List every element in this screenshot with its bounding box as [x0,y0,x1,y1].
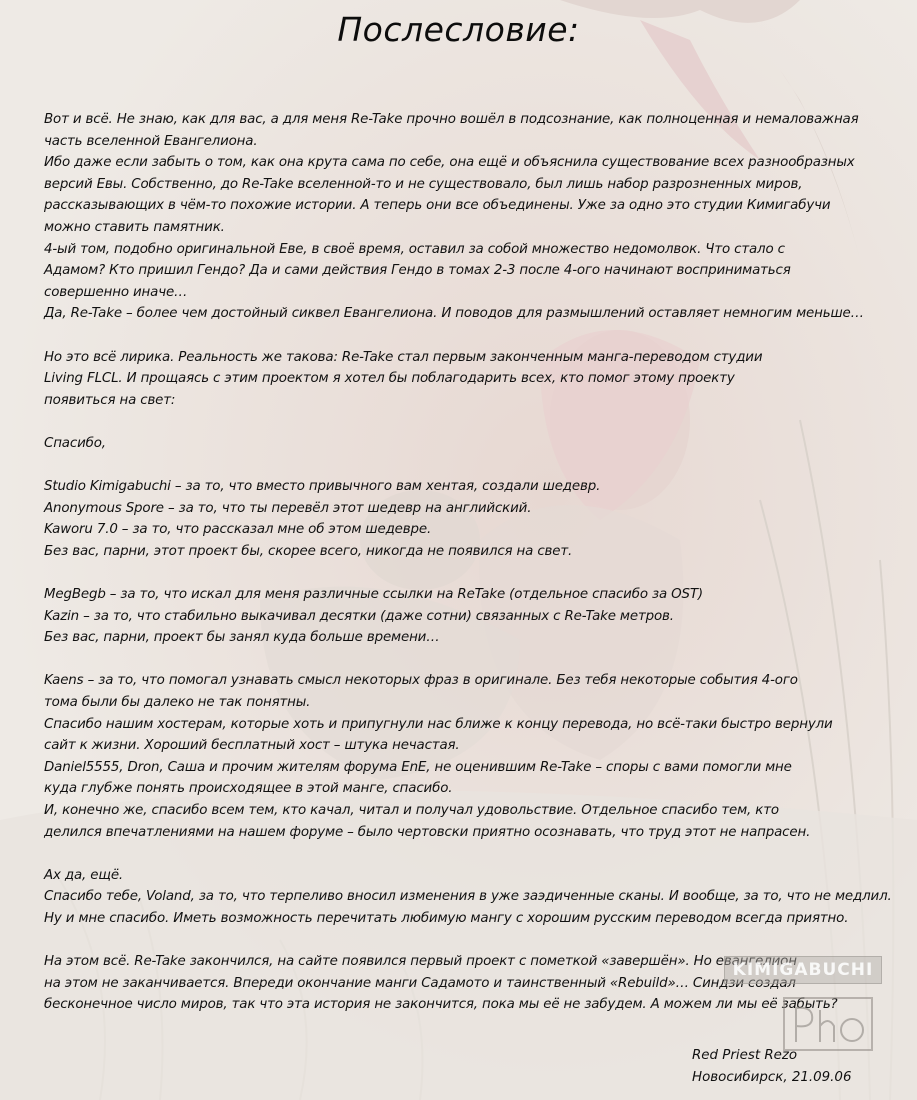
text-line: Ибо даже если забыть о том, как она крута сама по себе, она ещё и объяснила существование всех разнообразных [44,155,855,171]
paragraph-thanks-3 [44,670,894,843]
text-line: Вот и всё. Не знаю, как для вас, а для меня Re-Take прочно вошёл в подсознание, как полноценная и немаловажная [44,112,859,127]
text-line: Спасибо нашим хостерам, которые хоть и припугнули нас ближе к концу перевода, но всё-таки быстро вернули [44,716,833,732]
paragraph-lyrics [44,347,894,412]
text-line: На этом всё. Re-Take закончился, на сайте появился первый проект с пометкой «завершён». Но евангелион [44,954,797,970]
text-line: Адамом? Кто пришил Гендо? Да и сами действия Гендо в томах 2-3 после 4-ого начинают восприниматься [44,263,791,279]
page-title: Послесловие: [337,10,580,49]
text-line: Anonymous Sporе – за то, что ты перевёл этот шедевр на английский. [44,500,532,516]
text-line: И, конечно же, спасибо всем тем, кто качал, читал и получал удовольствие. Отдельное спасибо тем, кто [44,803,779,818]
text-line: Kaens – за то, что помогал узнавать смысл некоторых фраз в оригинале. Без тебя некоторые события 4-ого [44,673,798,689]
text-line: MegBegb – за то, что искал для меня различные ссылки на ReTake (отдельное спасибо за OST) [44,587,703,603]
text-line: часть вселенной Евангелиона. [44,133,258,149]
text-line: Living FLCL. И прощаясь с этим проектом я хотел бы поблагодарить всех, кто помог этому проекту [44,371,735,387]
text-line: совершенно иначе… [44,284,188,300]
text-line: 4-ый том, подобно оригинальной Еве, в своё время, оставил за собой множество недомолвок. Что стало с [44,241,785,257]
afterword-body [44,109,894,1038]
watermark-text: KIMIGABUCHI [724,956,882,984]
text-line: можно ставить памятник. [44,219,225,235]
text-line: бесконечное число миров, так что эта история не закончится, пока мы её не забудем. А можем ли мы её забыть? [44,997,838,1013]
pho-logo-stamp-icon [724,950,880,1060]
text-line: рассказывающих в чём-то похожие истории. А теперь они все объединены. Уже за одно это студии Кимигабучи [44,198,831,214]
text-line: тома были бы далеко не так понятны. [44,695,311,711]
paragraph-thanks-heading [44,433,894,455]
text-line: Ну и мне спасибо. Иметь возможность перечитать любимую мангу с хорошим русским переводом всегда приятно. [44,910,849,926]
text-line: Без вас, парни, проект бы занял куда больше времени… [44,630,440,646]
text-line: куда глубже понять происходящее в этой манге, спасибо. [44,781,453,797]
text-line: Без вас, парни, этот проект бы, скорее всего, никогда не появился на свет. [44,543,573,559]
text-line: Kaworu 7.0 – за то, что рассказал мне об этом шедевре. [44,522,432,538]
text-line: Daniel5555, Dron, Саша и прочим жителям форума EnE, не оценившим Re-Take – споры с вами помогли мне [44,759,792,775]
watermark-stamp [724,950,880,1060]
paragraph-thanks-2 [44,584,894,649]
text-line: Но это всё лирика. Реальность же такова: Re-Take стал первым законченным манга-переводом студии [44,349,763,365]
text-line: появиться на свет: [44,392,176,408]
text-line: Ах да, ещё. [44,867,124,883]
text-line: Спасибо тебе, Voland, за то, что терпеливо вносил изменения в уже заэдиченные сканы. И вообще, за то, что не медлил. [44,889,892,905]
text-line: Спасибо, [44,435,106,451]
signature-place-date: Новосибирск, 21.09.06 [692,1069,852,1085]
text-line: сайт к жизни. Хороший бесплатный хост – штука нечастая. [44,738,460,754]
text-line: на этом не заканчивается. Впереди окончание манги Садамото и таинственный «Rebuild»… Синдзи создал [44,975,796,991]
paragraph-thanks-1 [44,476,894,562]
text-line: Studio Kimigabuchi – за то, что вместо привычного вам хентая, создали шедевр. [44,479,601,495]
signature-name: Red Priest Rezo [692,1048,798,1063]
paragraph-thanks-4 [44,865,894,930]
text-line: Да, Re-Take – более чем достойный сиквел Евангелиона. И поводов для размышлений оставляет немногим меньше… [44,306,864,322]
text-line: версий Евы. Собственно, до Re-Take вселенной-то и не существовало, был лишь набор разрозненных миров, [44,176,803,192]
paragraph-intro [44,109,894,325]
text-line: Kazin – за то, что стабильно выкачивал десятки (даже сотни) связанных с Re-Take метров. [44,608,674,624]
text-line: делился впечатлениями на нашем форуме – было чертовски приятно осознавать, что труд этот не напрасен. [44,824,811,840]
